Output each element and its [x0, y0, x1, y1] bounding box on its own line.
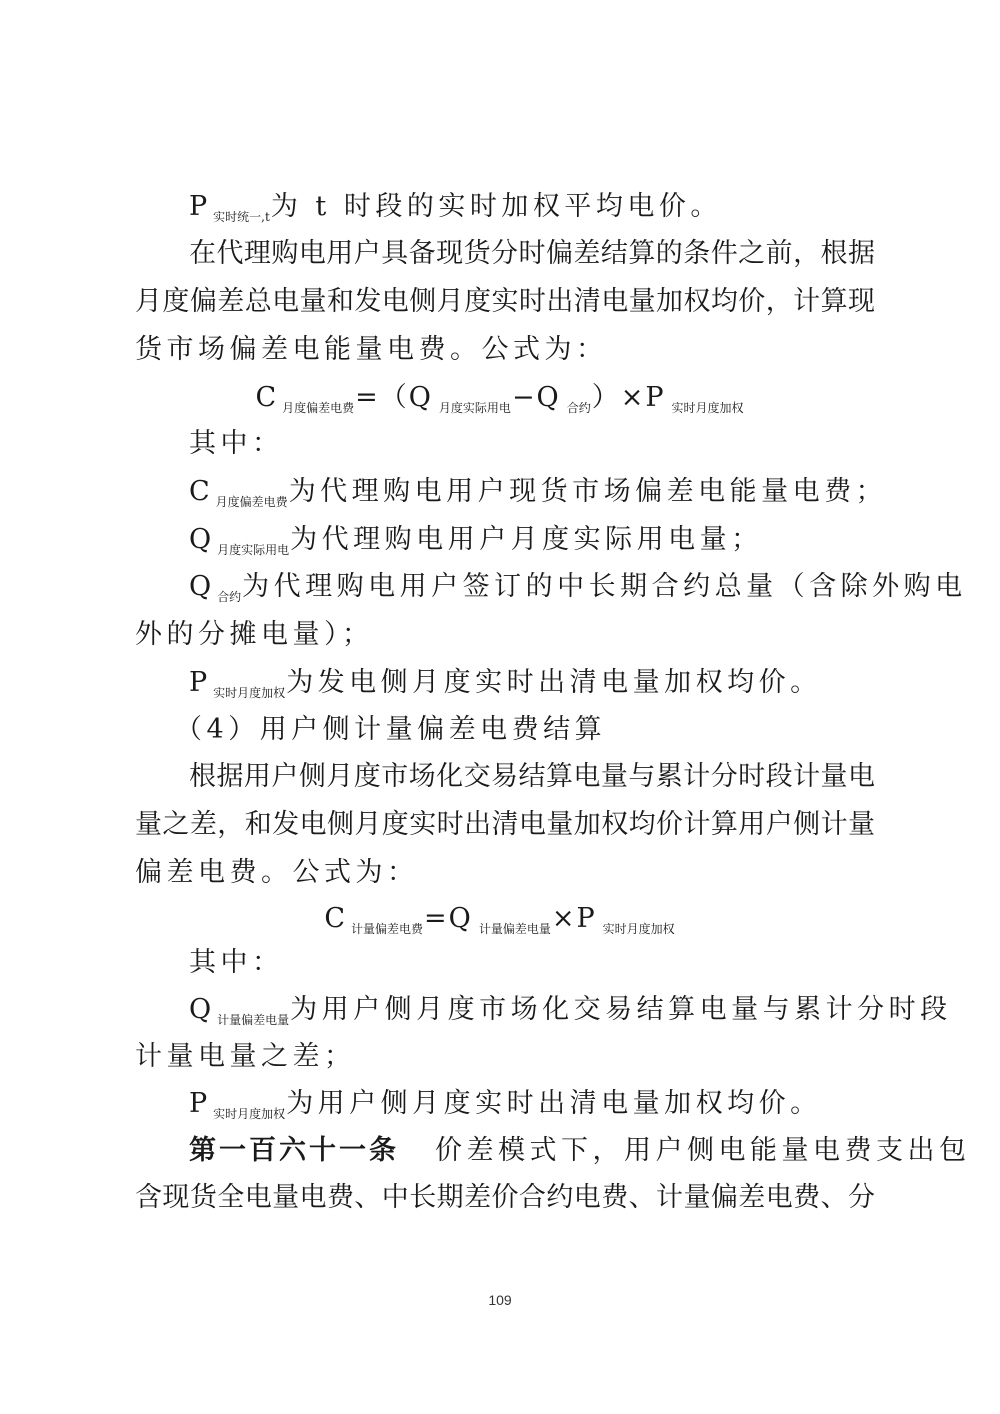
- paragraph-line: 根据用户侧月度市场化交易结算电量与累计分时段计量电: [189, 761, 875, 792]
- definition-text: 为代理购电用户签订的中长期合约总量（含除外购电: [242, 571, 967, 602]
- symbol-subscript: 月度偏差电费: [215, 495, 288, 509]
- symbol: C: [189, 476, 210, 507]
- symbol-subscript: 实时统一,t: [213, 210, 270, 224]
- definition-line: [189, 472, 888, 512]
- formula-symbol: C: [324, 903, 346, 934]
- paragraph-line: 月度偏差总电量和发电侧月度实时出清电量加权均价，计算现: [135, 286, 875, 317]
- formula-subscript: 实时月度加权: [602, 922, 675, 936]
- symbol: P: [189, 667, 208, 698]
- formula-operator: =（Q: [355, 382, 433, 413]
- paragraph-line: 货市场偏差电能量电费。公式为：: [135, 334, 608, 365]
- article-title: 第一百六十一条: [189, 1135, 399, 1166]
- section-heading: （4）用户侧计量偏差电费结算: [175, 714, 607, 745]
- formula-operator: =Q: [424, 903, 473, 934]
- definition-text: 为发电侧月度实时出清电量加权均价。: [286, 667, 822, 698]
- symbol-subscript: 实时月度加权: [213, 686, 286, 700]
- definition-text: 为代理购电用户月度实际用电量；: [290, 524, 763, 555]
- article-line: [189, 1131, 971, 1171]
- definition-line: [189, 567, 967, 607]
- formula-subscript: 实时月度加权: [671, 401, 744, 415]
- definition-line: [189, 1084, 875, 1124]
- paragraph-line: 在代理购电用户具备现货分时偏差结算的条件之前，根据: [189, 238, 875, 269]
- formula-subscript: 合约: [566, 401, 591, 415]
- symbol-subscript: 合约: [217, 590, 242, 604]
- definition-line: [189, 663, 875, 703]
- formula-operator: −Q: [511, 382, 561, 413]
- where-label: 其中：: [189, 428, 284, 459]
- definition-line: [189, 990, 952, 1030]
- formula-metering-deviation: [0, 899, 1000, 939]
- symbol: Q: [189, 994, 212, 1025]
- definition-line: [189, 187, 875, 227]
- formula-subscript: 月度实际用电: [438, 401, 511, 415]
- definition-continuation: 外的分摊电量）；: [135, 619, 374, 650]
- formula-subscript: 计量偏差电量: [478, 922, 551, 936]
- paragraph-line: 偏差电费。公式为：: [135, 857, 419, 888]
- definition-text: 为用户侧月度市场化交易结算电量与累计分时段: [290, 994, 952, 1025]
- symbol-subscript: 月度实际用电: [217, 543, 290, 557]
- formula-monthly-deviation: [0, 378, 1000, 418]
- formula-operator: ×P: [551, 903, 597, 934]
- where-label: 其中：: [189, 947, 284, 978]
- paragraph-line: 量之差，和发电侧月度实时出清电量加权均价计算用户侧计量: [135, 809, 875, 840]
- definition-text: 为用户侧月度实时出清电量加权均价。: [286, 1088, 822, 1119]
- article-continuation: 含现货全电量电费、中长期差价合约电费、计量偏差电费、分: [135, 1182, 875, 1213]
- symbol-subscript: 实时月度加权: [213, 1107, 286, 1121]
- symbol: Q: [189, 524, 212, 555]
- formula-operator: ）×P: [591, 382, 666, 413]
- symbol: P: [189, 1088, 208, 1119]
- symbol: Q: [189, 571, 212, 602]
- formula-subscript: 月度偏差电费: [282, 401, 355, 415]
- definition-line: [189, 520, 875, 560]
- formula-subscript: 计量偏差电费: [351, 922, 424, 936]
- article-text: 价差模式下，用户侧电能量电费支出包: [435, 1135, 971, 1166]
- symbol: P: [189, 191, 208, 222]
- definition-text: 为代理购电用户现货市场偏差电能量电费；: [288, 476, 888, 507]
- page-number: 109: [488, 1292, 512, 1308]
- symbol-subscript: 计量偏差电量: [217, 1013, 290, 1027]
- definition-text: 为 t 时段的实时加权平均电价。: [270, 191, 722, 222]
- definition-continuation: 计量电量之差；: [135, 1041, 356, 1072]
- formula-symbol: C: [255, 382, 277, 413]
